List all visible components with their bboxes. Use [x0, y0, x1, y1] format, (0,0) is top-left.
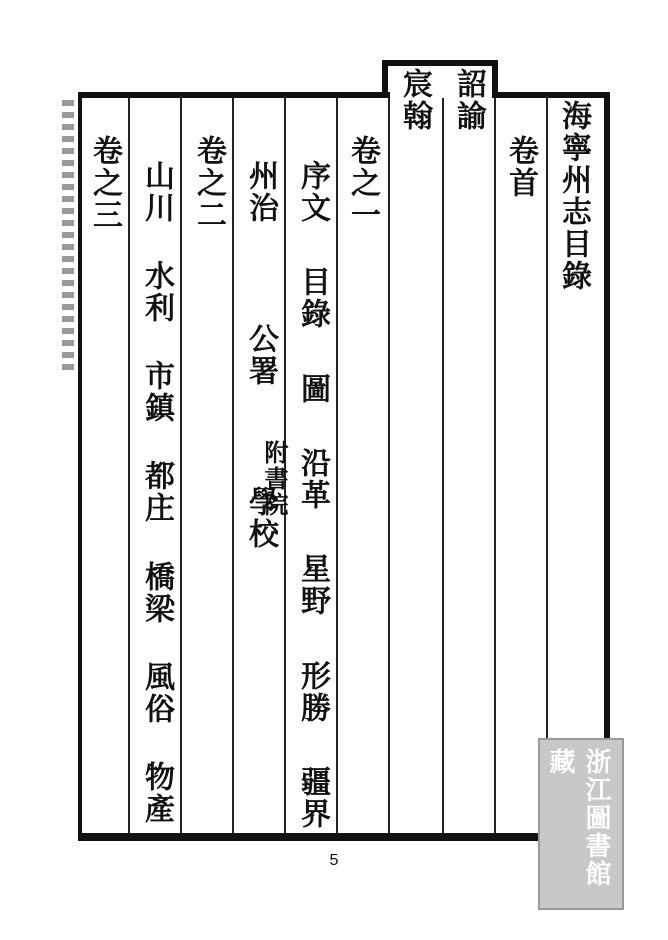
juan1-item: 疆界: [295, 765, 330, 830]
juan2-item: 州治: [243, 160, 278, 224]
library-seal-stamp: [538, 738, 624, 910]
frame-bottom: [78, 833, 608, 841]
column-rule: [494, 98, 496, 833]
seal-text: 浙江圖書館藏: [545, 748, 611, 888]
juan1-item: 目錄: [295, 266, 330, 331]
juan2-label: 卷之二: [191, 135, 226, 231]
juan3-item: 市鎮: [139, 360, 174, 425]
juan3-item: 橋梁: [139, 560, 174, 625]
juan1-item: 序文: [295, 160, 330, 224]
juan3-item: 都庄: [139, 460, 174, 525]
edict-column: [448, 68, 488, 132]
column-rule: [336, 98, 338, 833]
column-rule: [546, 98, 548, 833]
raised-frame-top: [382, 60, 498, 66]
frame-top-right: [495, 92, 605, 98]
frame-left: [78, 92, 82, 840]
juan1-item: 星野: [295, 553, 330, 618]
column-rule: [442, 98, 444, 833]
juan3-entries: [136, 160, 176, 825]
column-rule: [128, 98, 130, 833]
page-number: 5: [329, 852, 339, 869]
juan3-item: 物產: [139, 760, 174, 825]
column-rule: [232, 98, 234, 833]
catalog-title: 海寧州志目錄: [556, 100, 591, 292]
margin-fold-strip: [62, 100, 74, 370]
juan1-entries: [292, 160, 332, 830]
imperial-writing-column: 宸翰: [397, 68, 432, 132]
frame-right: [604, 92, 610, 840]
juan2-note: 附書院: [260, 440, 289, 518]
juan2-item: 學校: [243, 486, 278, 550]
edict-head-char: 詔: [451, 68, 486, 100]
juan-shou-label: 卷首: [503, 135, 538, 199]
juan3-label: 卷之三: [87, 135, 122, 231]
juan3-item: 水利: [139, 260, 174, 325]
juan1-label: 卷之一: [345, 135, 380, 231]
juan1-item: 圖: [295, 372, 330, 405]
frame-top-left: [78, 92, 390, 98]
juan2-item: 公署: [243, 323, 278, 387]
juan3-item: 風俗: [139, 660, 174, 725]
column-rule: [388, 98, 390, 833]
column-rule: [180, 98, 182, 833]
edict-char: 諭: [451, 100, 486, 132]
juan1-item: 沿革: [295, 446, 330, 511]
juan3-item: 山川: [139, 160, 174, 224]
juan1-item: 形勝: [295, 659, 330, 724]
